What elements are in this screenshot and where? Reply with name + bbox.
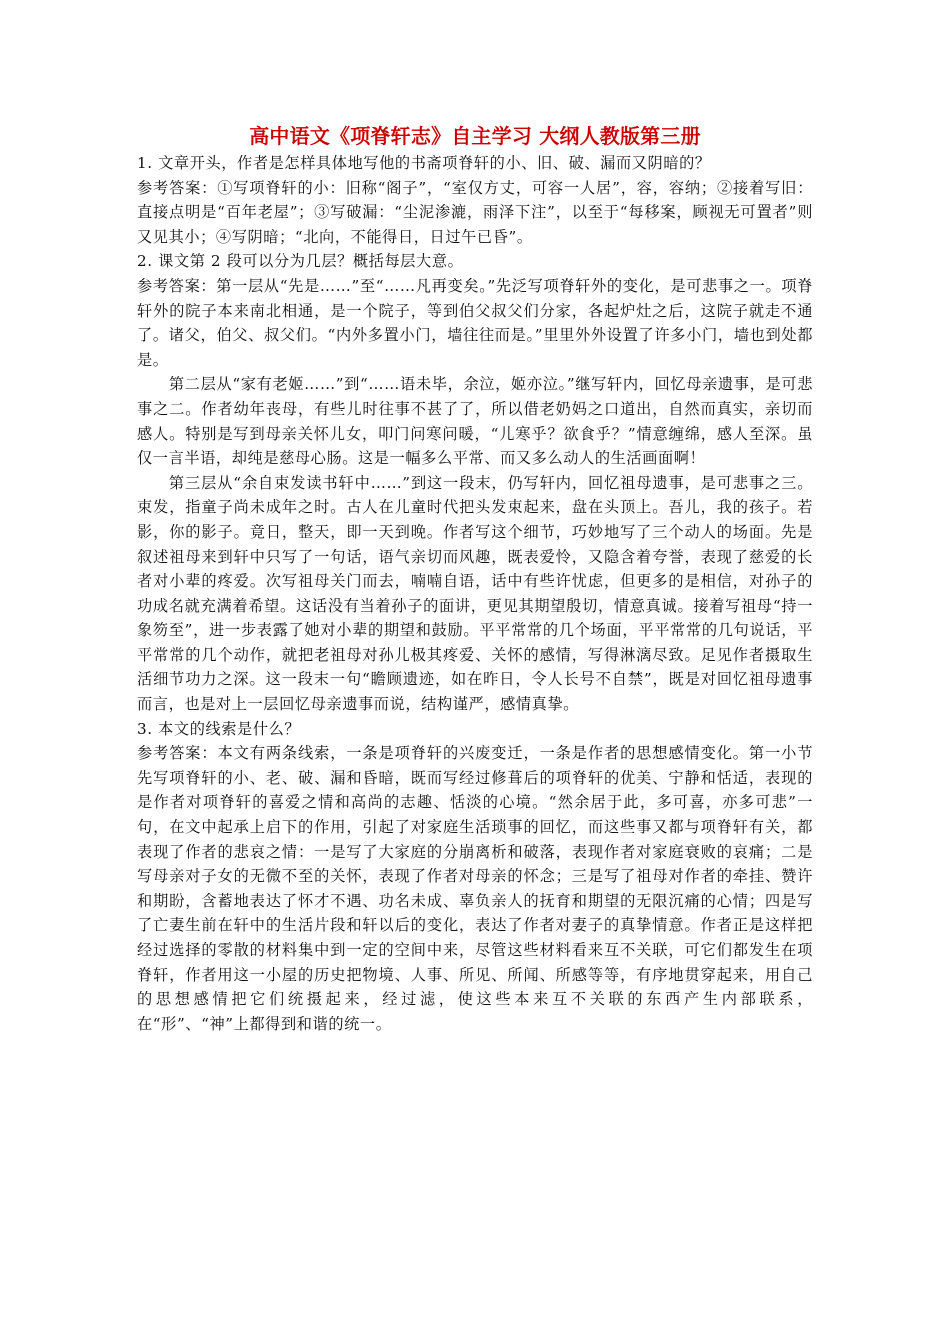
document-page (137, 121, 813, 1036)
answer-3: 参考答案：本文有两条线索，一条是项脊轩的兴废变迁，一条是作者的思想感情变化。第一小节先写项脊轩的小、老、破、漏和昏暗，既而写经过修葺后的项脊轩的优美、宁静和恬适，表现的是作者对项脊轩的喜爱之情和高尚的志趣、恬淡的心境。“然余居于此，多可喜，亦多可悲”一句，在文中起承上启下的作用，引起了对家庭生活琐事的回忆，而这些事又都与项脊轩有关，都表现了作者的悲哀之情：一是写了大家庭的分崩离析和破落，表现作者对家庭衰败的哀痛；二是写母亲对子女的无微不至的关怀，表现了作者对母亲的怀念；三是写了祖母对作者的牵挂、赞许和期盼，含蓄地表达了怀才不遇、功名未成、辜负亲人的抚育和期望的无限沉痛的心情；四是写了亡妻生前在轩中的生活片段和轩以后的变化，表达了作者对妻子的真挚情意。作者正是这样把经过选择的零散的材料集中到一定的空间中来，尽管这些材料看来互不关联，可它们都发生在项脊轩，作者用这一小屋的历史把物境、人事、所见、所闻、所感等等，有序地贯穿起来，用自己的思想感情把它们统摄起来，经过滤，使这些本来互不关联的东西产生内部联系，在“形”、“神”上都得到和谐的统一。 (137, 744, 813, 1033)
answer-2-layer-1: 参考答案：第一层从“先是……”至“……凡再变矣。”先泛写项脊轩外的变化，是可悲事之一。项脊轩外的院子本来南北相通，是一个院子，等到伯父叔父们分家，各起炉灶之后，这院子就走不通了。诸父，伯父、叔父们。“内外多置小门，墙往往而是。”里里外外设置了许多小门，墙也到处都是。 (137, 276, 813, 369)
document-title: 高中语文《项脊轩志》自主学习 大纲人教版第三册 (249, 124, 701, 148)
answer-2-layer-3: 第三层从“余自束发读书轩中……”到这一段末，仍写轩内，回忆祖母遗事，是可悲事之三。束发，指童子尚未成年之时。古人在儿童时代把头发束起来，盘在头顶上。吾儿，我的孩子。若影，你的影子。竟日，整天，即一天到晚。作者写这个细节，巧妙地写了三个动人的场面。先是叙述祖母来到轩中只写了一句话，语气亲切而风趣，既表爱怜，又隐含着夸誉，表现了慈爱的长者对小辈的疼爱。次写祖母关门而去，喃喃自语，话中有些许忧虑，但更多的是相信，对孙子的功成名就充满着希望。这话没有当着孙子的面讲，更见其期望殷切，情意真诚。接着写祖母“持一象笏至”，进一步表露了她对小辈的期望和鼓励。平平常常的几个场面，平平常常的几句说话，平平常常的几个动作，就把老祖母对孙儿极其疼爱、关怀的感情，写得淋漓尽致。足见作者摄取生活细节功力之深。这一段末一句“瞻顾遗迹，如在昨日，令人长号不自禁”，既是对回忆祖母遗事而言，也是对上一层回忆母亲遗事而说，结构谨严，感情真挚。 (137, 473, 813, 714)
question-1: 1. 文章开头，作者是怎样具体地写他的书斋项脊轩的小、旧、破、漏而又阴暗的？ (137, 154, 711, 172)
question-3: 3. 本文的线索是什么？ (137, 719, 301, 738)
answer-1: 参考答案：①写项脊轩的小：旧称“阁子”，“室仅方丈，可容一人居”，容，容纳；②接着写旧：直接点明是“百年老屋”；③写破漏：“尘泥渗漉，雨泽下注”，以至于“每移案，顾视无可置者”则又见其小；④写阴暗；“北向，不能得日，日过午已昏”。 (137, 178, 813, 246)
answer-2-layer-2: 第二层从“家有老姬……”到“……语未毕，余泣，姬亦泣。”继写轩内，回忆母亲遗事，是可悲事之二。作者幼年丧母，有些儿时往事不甚了了，所以借老奶妈之口道出，自然而真实，亲切而感人。特别是写到母亲关怀儿女，叩门问寒问暖，“儿寒乎？欲食乎？”情意缠绵，感人至深。虽仅一言半语，却纯是慈母心肠。这是一幅多么平常、而又多么动人的生活画面啊！ (137, 375, 813, 468)
question-2: 2. 课文第 2 段可以分为几层？概括每层大意。 (137, 252, 464, 271)
